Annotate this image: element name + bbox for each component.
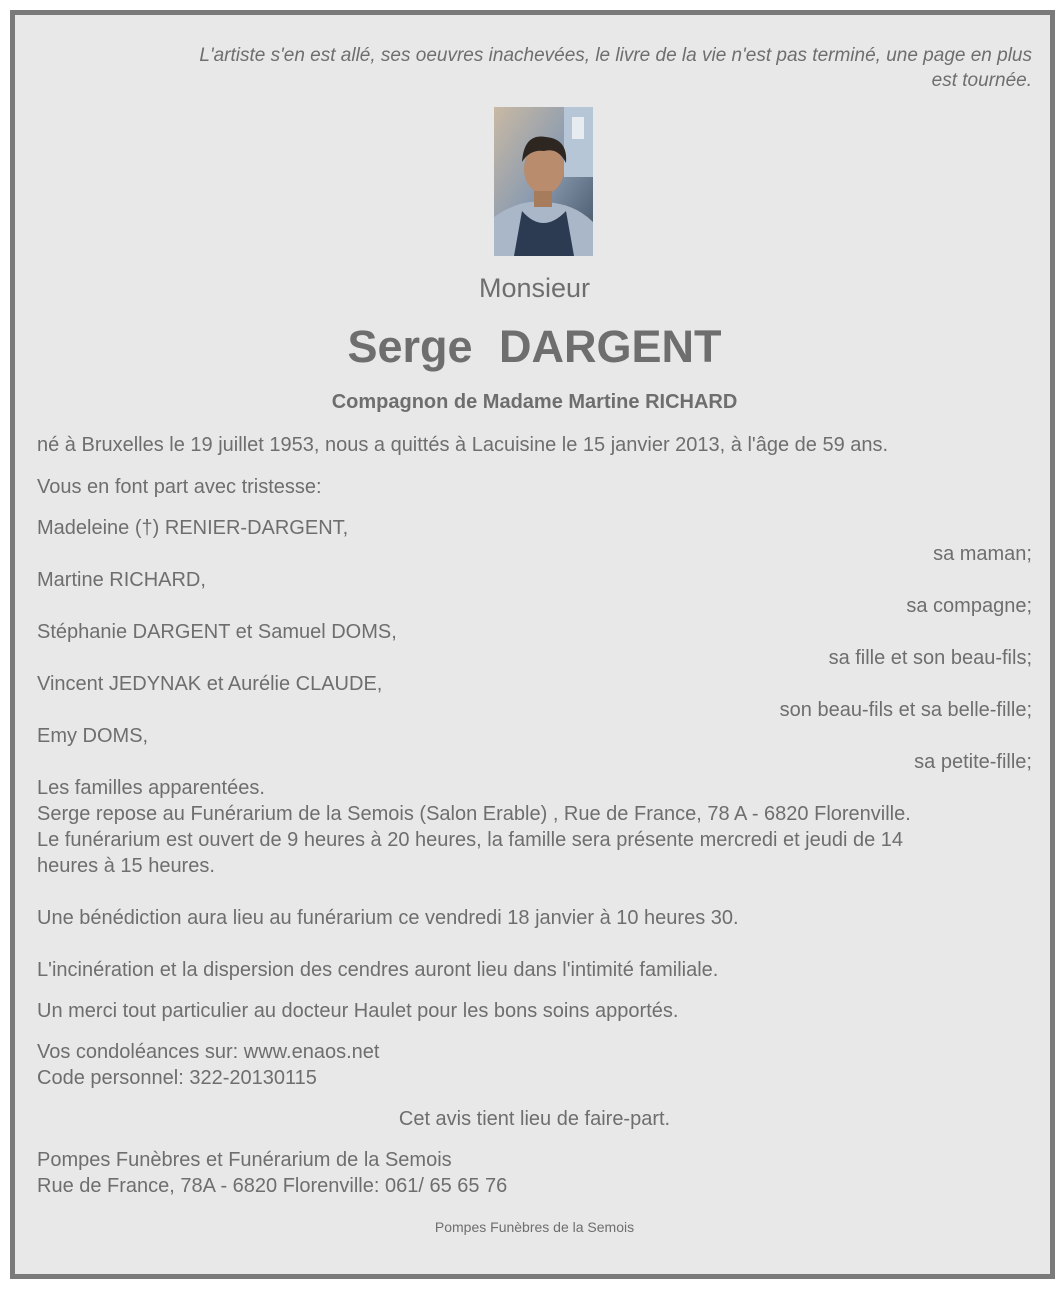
repose-line: Serge repose au Funérarium de la Semois (Salon Erable) , Rue de France, 78 A - 6820 Florenville. <box>37 803 911 825</box>
family-member-name: Stéphanie DARGENT et Samuel DOMS, <box>37 621 397 643</box>
obituary-card <box>10 10 1055 1279</box>
epigraph-quote <box>37 43 1032 93</box>
benediction-line: Une bénédiction aura lieu au funérarium ce vendredi 18 janvier à 10 heures 30. <box>37 907 739 929</box>
family-member-relation: sa compagne; <box>906 595 1032 617</box>
family-member-name: Vincent JEDYNAK et Aurélie CLAUDE, <box>37 673 383 695</box>
family-member-name: Madeleine (†) RENIER-DARGENT, <box>37 517 349 539</box>
undertaker-name: Pompes Funèbres et Funérarium de la Semois <box>37 1149 452 1171</box>
incineration-line: L'incinération et la dispersion des cendres auront lieu dans l'intimité familiale. <box>37 959 719 981</box>
deceased-name: Serge DARGENT <box>347 321 722 372</box>
portrait-photo <box>494 107 593 256</box>
personal-code-line: Code personnel: 322-20130115 <box>37 1067 317 1089</box>
family-member-relation: son beau-fils et sa belle-fille; <box>779 699 1032 721</box>
obituary-content <box>37 15 1032 1274</box>
hours-line-2: heures à 15 heures. <box>37 855 215 877</box>
family-member-relation: sa fille et son beau-fils; <box>828 647 1032 669</box>
hours-line-1: Le funérarium est ouvert de 9 heures à 20 heures, la famille sera présente mercredi et jeudi de 14 <box>37 829 904 851</box>
birth-death-line: né à Bruxelles le 19 juillet 1953, nous a quittés à Lacuisine le 15 janvier 2013, à l'âge de 59 ans. <box>37 434 889 456</box>
portrait-image <box>494 107 593 256</box>
family-member-name: Martine RICHARD, <box>37 569 206 591</box>
honorific-title: Monsieur <box>478 273 591 303</box>
related-families-line: Les familles apparentées. <box>37 777 265 799</box>
family-member-relation: sa maman; <box>933 543 1032 565</box>
footer-credit: Pompes Funèbres de la Semois <box>434 1219 635 1235</box>
thanks-line: Un merci tout particulier au docteur Haulet pour les bons soins apportés. <box>37 1000 679 1022</box>
notice-line: Cet avis tient lieu de faire-part. <box>398 1108 671 1130</box>
condolences-line: Vos condoléances sur: www.enaos.net <box>37 1041 380 1063</box>
quote-line-1: L'artiste s'en est allé, ses oeuvres inachevées, le livre de la vie n'est pas terminé, une page en plus <box>199 45 1032 66</box>
announcement-line: Vous en font part avec tristesse: <box>37 476 322 498</box>
companion-line: Compagnon de Madame Martine RICHARD <box>331 391 738 413</box>
family-member-relation: sa petite-fille; <box>914 751 1032 773</box>
quote-line-2: est tournée. <box>931 70 1032 91</box>
undertaker-address: Rue de France, 78A - 6820 Florenville: 061/ 65 65 76 <box>37 1175 508 1197</box>
family-member-name: Emy DOMS, <box>37 725 149 747</box>
